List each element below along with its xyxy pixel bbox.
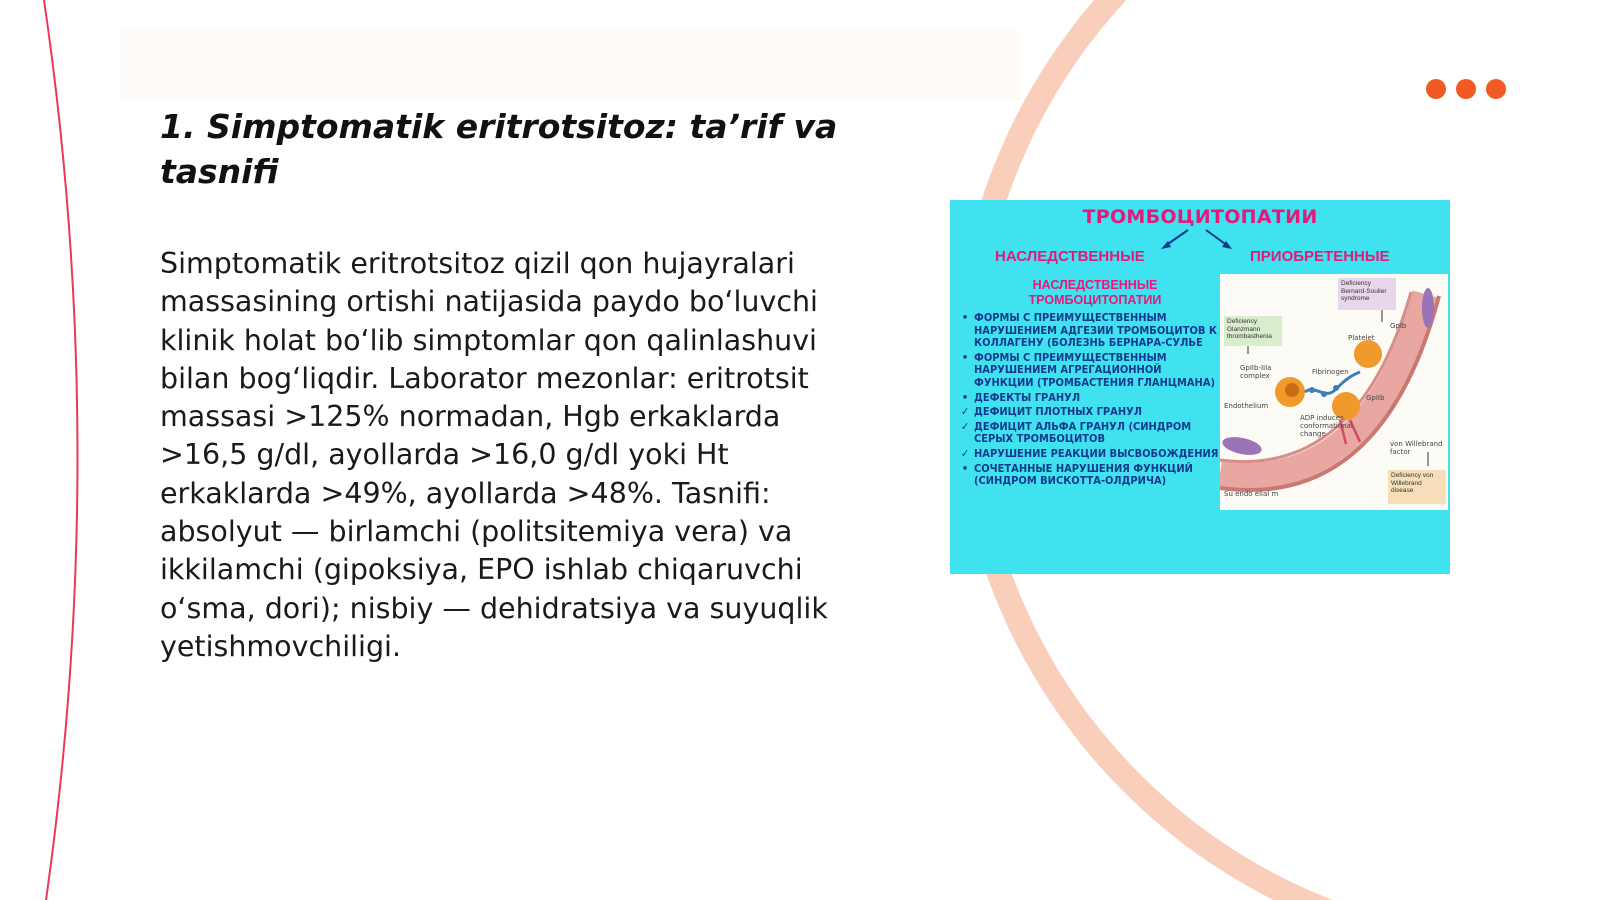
list-marker: ✓ [960, 446, 970, 460]
dot-2 [1456, 79, 1476, 99]
list-item [956, 392, 1224, 405]
list-marker: • [961, 390, 969, 404]
label-vwf: von Willebrand factor [1390, 440, 1443, 456]
list-marker: ✓ [960, 419, 970, 433]
slide-title: 1. Simptomatik eritrotsitoz: ta’rif va tasnifi [160, 107, 838, 191]
label-platelet: Platelet [1348, 334, 1375, 342]
decor-left-line [44, 0, 78, 900]
label-endothelium: Endothelium [1224, 402, 1269, 410]
label-gpiib-iiia: GpIIb-IIIa complex [1240, 364, 1272, 380]
figure-heading-hereditary: НАСЛЕДСТВЕННЫЕ [995, 248, 1145, 265]
label-fibrinogen: Fibrinogen [1312, 368, 1349, 376]
list-item-text: ДЕФИЦИТ ПЛОТНЫХ ГРАНУЛ [974, 405, 1142, 419]
list-item [956, 312, 1224, 350]
label-deficiency-vwd: Deficiency von Willebrand disease [1388, 470, 1446, 504]
list-marker: • [961, 350, 969, 364]
list-item-text: ДЕФИЦИТ АЛЬФА ГРАНУЛ (СИНДРОМ СЕРЫХ ТРОМБОЦИТОВ [974, 419, 1192, 446]
label-gpib: GpIb [1390, 322, 1407, 330]
list-item [956, 421, 1224, 446]
slide-body-text: Simptomatik eritrotsitoz qizil qon hujayralari massasining ortishi natijasida paydo bo‘luvchi klinik holat bo‘lib simptomlar qon qalinlashuvi bilan bog‘liqdir. Laborator mezonlar: eritrotsit massasi >125% normadan, Hgb erkaklarda >16,5 g/dl, ayollarda >16,0 g/dl yoki Ht erkaklarda >49%, ayollarda >48%. Tasnifi: absolyut — birlamchi (politsitemiya vera) va ikkilamchi (gipoksiya, EPO ishlab chiqaruvchi o‘sma, dori); nisbiy — dehidratsiya va suyuqlik yetishmovchiligi. [160, 247, 828, 663]
label-subendothelial: Su endo elial m [1224, 490, 1279, 498]
list-item-text: ДЕФЕКТЫ ГРАНУЛ [974, 390, 1081, 404]
list-marker: ✓ [960, 405, 970, 419]
dot-3 [1486, 79, 1506, 99]
label-adp: ADP induces conformational change [1300, 414, 1353, 438]
list-marker: • [961, 311, 969, 324]
dot-1 [1426, 79, 1446, 99]
figure-title: ТРОМБОЦИТОПАТИИ [1082, 206, 1318, 228]
thrombocytopathy-figure [950, 200, 1450, 574]
label-gpiib: GpIIb [1366, 394, 1385, 402]
dots-decoration [1426, 79, 1506, 99]
figure-heading-acquired: ПРИОБРЕТЕННЫЕ [1250, 248, 1390, 265]
list-item [956, 352, 1224, 390]
list-item [956, 448, 1224, 461]
list-item-text: НАРУШЕНИЕ РЕАКЦИИ ВЫСВОБОЖДЕНИЯ [974, 446, 1219, 460]
list-item-text: ФОРМЫ С ПРЕИМУЩЕСТВЕННЫМ НАРУШЕНИЕМ АГРЕГАЦИОННОЙ ФУНКЦИИ (ТРОМБАСТЕНИЯ ГЛАНЦМАНА) [974, 350, 1216, 389]
list-item [956, 406, 1224, 419]
figure-subheading: НАСЛЕДСТВЕННЫЕ ТРОМБОЦИТОПАТИИ [1028, 278, 1162, 307]
label-deficiency-bernard: Deficiency Bernard-Soulier syndrome [1338, 278, 1396, 310]
list-item [956, 463, 1224, 488]
list-marker: • [961, 461, 969, 475]
platelet-adhesion-diagram [1220, 274, 1448, 510]
list-item-text: СОЧЕТАННЫЕ НАРУШЕНИЯ ФУНКЦИЙ (СИНДРОМ ВИСКОТТА-ОЛДРИЧА) [974, 461, 1193, 488]
label-deficiency-glanzmann: Deficiency Glanzmann thrombasthenia [1224, 316, 1282, 346]
figure-list [956, 312, 1224, 490]
list-item-text: ФОРМЫ С ПРЕИМУЩЕСТВЕННЫМ НАРУШЕНИЕМ АДГЕЗИИ ТРОМБОЦИТОВ К КОЛЛАГЕНУ (БОЛЕЗНЬ БЕРНАРА-СУЛЬЕ [974, 311, 1217, 350]
